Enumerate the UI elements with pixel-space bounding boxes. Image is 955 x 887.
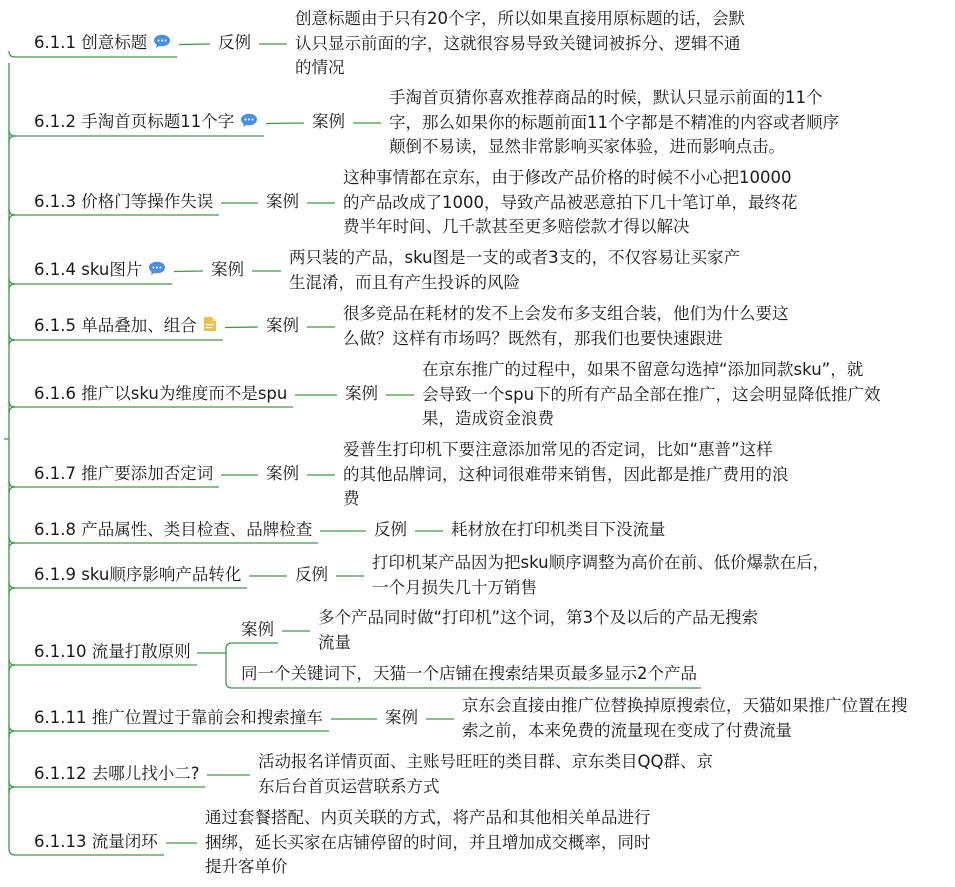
topic-to-label-line: [266, 123, 304, 124]
topic-label: 6.1.3 价格门等操作失误: [34, 192, 214, 211]
topic-hook: [9, 731, 15, 737]
description-line: 多个产品同时做“打印机”这个词，第3个及以后的产品无搜索: [318, 608, 759, 627]
description-d10b: [241, 662, 697, 687]
topic-hook: [9, 340, 15, 346]
description-line: 颠倒不易读，显然非常影响买家体验，进而影响点击。: [389, 137, 785, 156]
description-line: 手淘首页猜你喜欢推荐商品的时候，默认只显示前面的11个: [389, 88, 823, 107]
description-d1: [295, 7, 745, 81]
topic-hook: [9, 543, 15, 549]
topic-label: 6.1.13 流量闭环: [34, 832, 158, 851]
description-d6: [422, 358, 881, 432]
topic-t5: [34, 314, 217, 339]
topic-hook: [9, 588, 15, 594]
description-line: 活动报名详情页面、主账号旺旺的类目群、京东类目QQ群、京: [258, 752, 713, 771]
description-line: 费半年时间、几千款甚至更多赔偿款才得以解决: [343, 217, 690, 236]
topic-t13: [34, 830, 158, 854]
label-l8: 反例: [374, 520, 407, 539]
comment-icon: [153, 32, 171, 56]
description-line: 生混淆，而且有产生投诉的风险: [289, 272, 520, 292]
label-l1: 反例: [218, 33, 251, 52]
description-line: 索之前，本来免费的流量现在变成了付费流量: [462, 720, 792, 740]
topic-hook: [9, 407, 15, 413]
description-line: 在京东推广的过程中，如果不留意勾选掉“添加同款sku”，就: [422, 360, 864, 379]
topic-label: 6.1.12 去哪儿找小二?: [34, 764, 200, 783]
label-l9: 反例: [295, 565, 328, 584]
topic-hook: [9, 284, 15, 290]
note-icon: [203, 315, 217, 339]
topic-label: 6.1.9 sku顺序影响产品转化: [34, 565, 242, 584]
description-line: 么做？这样有市场吗？既然有，那我们也要快速跟进: [343, 328, 723, 348]
description-line: 同一个关键词下，天猫一个店铺在搜索结果页最多显示2个产品: [241, 664, 697, 683]
description-line: 京东会直接由推广位替换掉原搜索位，天猫如果推广位置在搜: [462, 696, 908, 715]
comment-icon: [240, 111, 258, 135]
topic-hook: [9, 787, 15, 793]
topic-label: 6.1.5 单品叠加、组合: [34, 316, 197, 335]
label-l5: 案例: [266, 316, 299, 335]
label-l6: 案例: [345, 384, 378, 403]
topic-t11: [34, 706, 323, 730]
description-line: 两只装的产品，sku图是一支的或者3支的，不仅容易让买家产: [289, 248, 741, 267]
description-line: 流量: [318, 632, 351, 652]
topic-label: 6.1.1 创意标题: [34, 33, 148, 52]
label-l4: 案例: [211, 260, 244, 279]
description-line: 很多竞品在耗材的发不上会发布多支组合装，他们为什么要这: [343, 304, 789, 323]
description-d10a: [318, 606, 758, 655]
topic-label: 6.1.2 手淘首页标题11个字: [34, 112, 235, 131]
topic-label: 6.1.6 推广以sku为维度而不是spu: [34, 384, 288, 403]
description-line: 一个月损失几十万销售: [372, 577, 537, 597]
label-l11: 案例: [385, 708, 418, 727]
description-line: 爱普生打印机下要注意添加常见的否定词，比如“惠普”这样: [343, 440, 773, 459]
description-line: 费: [343, 489, 360, 508]
topic-hook: [9, 665, 15, 671]
comment-icon: [148, 259, 166, 283]
topic-t6: [34, 382, 287, 406]
description-d12: [258, 750, 713, 799]
label-l7: 案例: [266, 464, 299, 483]
description-line: 东后台首页运营联系方式: [258, 776, 440, 796]
topic-t3: [34, 190, 213, 214]
description-d2: [389, 86, 839, 160]
description-line: 的产品改成了1000，导致产品被恶意拍下几十笔订单，最终花: [343, 192, 798, 212]
topic-hook: [9, 487, 15, 493]
topic-label: 6.1.11 推广位置过于靠前会和搜索撞车: [34, 708, 323, 727]
description-line: 打印机某产品因为把sku顺序调整为高价在前、低价爆款在后，: [372, 553, 830, 572]
label-l3: 案例: [266, 192, 299, 211]
topic-t4: [34, 258, 166, 283]
description-line: 捆绑，延长买家在店铺停留的时间，并且增加成交概率，同时: [205, 832, 651, 852]
description-line: 果，造成资金浪费: [422, 409, 554, 428]
description-d8: [451, 518, 666, 543]
topic-label: 6.1.7 推广要添加否定词: [34, 464, 214, 483]
label-l10: 案例: [241, 620, 274, 639]
topic-label: 6.1.8 产品属性、类目检查、品牌检查: [34, 520, 313, 539]
description-d3: [343, 166, 798, 240]
topic-hook: [9, 136, 15, 142]
description-d5: [343, 302, 789, 351]
description-line: 通过套餐搭配、内页关联的方式，将产品和其他相关单品进行: [205, 808, 651, 827]
description-d4: [289, 246, 740, 295]
label-l2: 案例: [312, 112, 345, 131]
topic-t2: [34, 110, 258, 135]
topic-hook: [9, 215, 15, 221]
description-line: 认只显示前面的字，这就很容易导致关键词被拆分、逻辑不通: [295, 33, 741, 53]
description-d7: [343, 438, 789, 512]
topic-label: 6.1.4 sku图片: [34, 260, 143, 279]
topic-label: 6.1.10 流量打散原则: [34, 642, 191, 661]
description-line: 这种事情都在京东，由于修改产品价格的时候不小心把10000: [343, 168, 792, 187]
topic-t1: [34, 31, 171, 56]
description-d9: [372, 551, 829, 600]
topic-to-label-line: [179, 44, 210, 45]
description-line: 的其他品牌词，这种词很难带来销售，因此都是推广费用的浪: [343, 464, 789, 484]
description-line: 耗材放在打印机类目下没流量: [451, 520, 666, 539]
branch-upper: [226, 643, 278, 653]
description-line: 创意标题由于只有20个字，所以如果直接用原标题的话，会默: [295, 9, 745, 28]
topic-to-label-line: [225, 327, 258, 328]
topic-to-label-line: [174, 271, 203, 272]
description-line: 的情况: [295, 58, 345, 77]
description-line: 会导致一个spu下的所有产品全部在推广，这会明显降低推广效: [422, 384, 881, 404]
description-d13: [205, 806, 651, 880]
description-line: 提升客单价: [205, 857, 288, 876]
description-line: 字，那么如果你的标题前面11个字都是不精准的内容或者顺序: [389, 112, 839, 132]
topic-t7: [34, 462, 213, 486]
topic-t12: [34, 762, 199, 786]
topic-t9: [34, 563, 241, 587]
topic-t10: [34, 640, 191, 664]
topic-t8: [34, 518, 312, 542]
description-d11: [462, 694, 908, 743]
